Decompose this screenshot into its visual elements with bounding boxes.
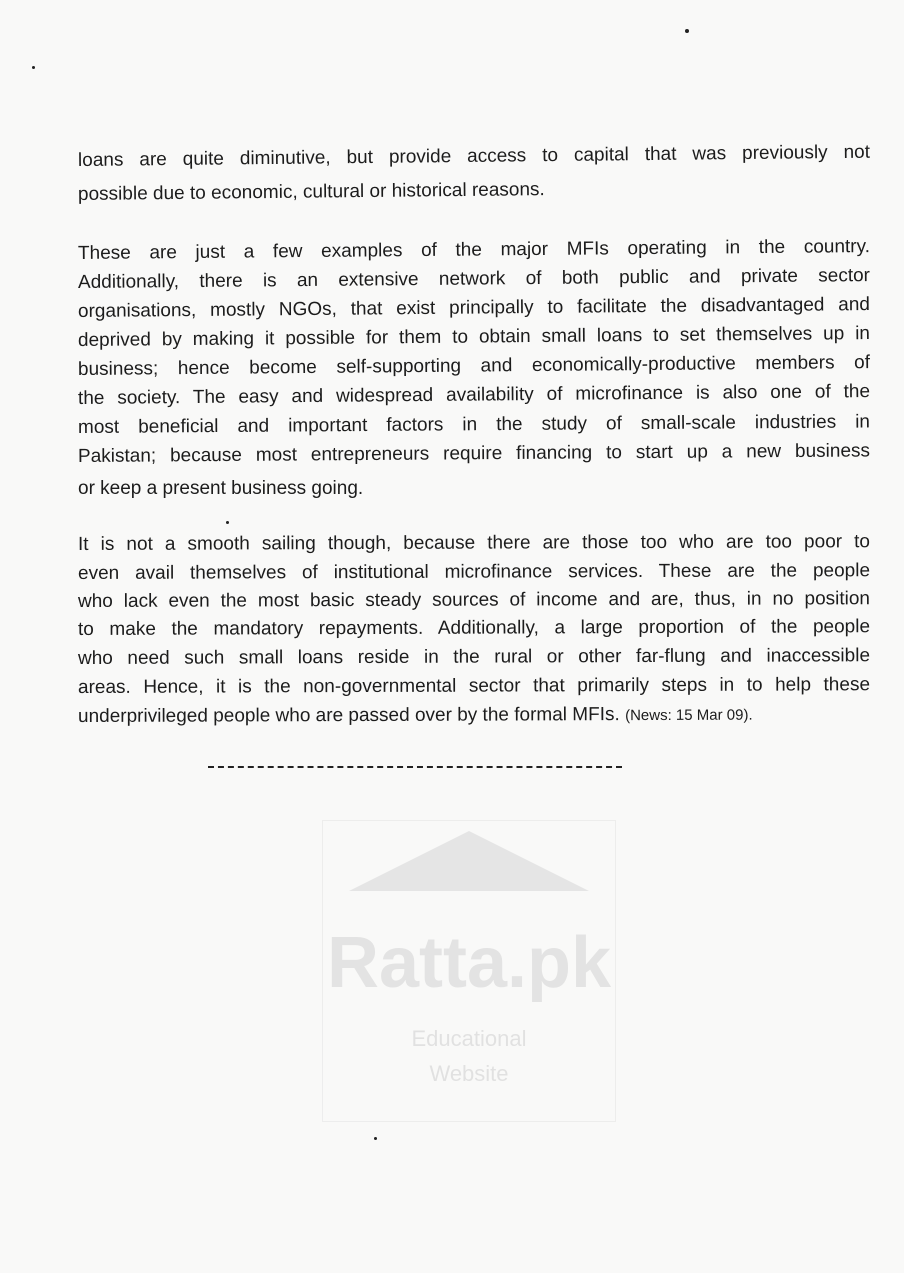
paragraph-2-line: These are just a few examples of the major MFIs operating in the country.	[77, 236, 871, 264]
paragraph-3-last-line	[78, 703, 870, 729]
paragraph-3-line: to make the mandatory repayments. Additionally, a large proportion of the people	[77, 616, 871, 640]
watermark	[322, 820, 616, 1122]
paragraph-1-line: loans are quite diminutive, but provide access to capital that was previously not	[77, 141, 871, 171]
dashed-divider	[208, 766, 622, 768]
paragraph-2-line: organisations, mostly NGOs, that exist principally to facilitate the disadvantaged and	[77, 294, 871, 322]
paragraph-2-line: business; hence become self-supporting and economically-productive members of	[77, 352, 871, 380]
paragraph-2-line: Additionally, there is an extensive network of both public and private sector	[77, 265, 871, 293]
paragraph-3-line: who need such small loans reside in the rural or other far-flung and inaccessible	[77, 645, 871, 669]
scan-speck	[374, 1137, 377, 1140]
paragraph-3-line: even avail themselves of institutional microfinance services. These are the people	[77, 560, 871, 584]
watermark-logo: Ratta.pk	[326, 923, 612, 1003]
paragraph-2-line: deprived by making it possible for them to obtain small loans to set themselves up in	[77, 323, 871, 351]
watermark-line1: Educational	[411, 1026, 527, 1051]
paragraph-2-line: or keep a present business going.	[78, 478, 364, 499]
paragraph-3-line: It is not a smooth sailing though, because there are those too who are too poor to	[77, 531, 871, 555]
paragraph-3-line: areas. Hence, it is the non-governmental sector that primarily steps in to help these	[77, 674, 871, 698]
paragraph-2-line: the society. The easy and widespread availability of microfinance is also one of the	[77, 381, 871, 409]
scan-speck	[226, 521, 229, 524]
paragraph-3-line: who lack even the most basic steady sources of income and are, thus, in no position	[77, 588, 871, 612]
scan-speck	[685, 29, 689, 33]
graduation-cap-icon	[349, 831, 589, 891]
source-citation: (News: 15 Mar 09).	[625, 706, 753, 725]
paragraph-1-line: possible due to economic, cultural or historical reasons.	[77, 179, 545, 205]
watermark-line2: Website	[429, 1061, 509, 1086]
scan-speck	[32, 66, 35, 69]
paragraph-2-line: most beneficial and important factors in the study of small-scale industries in	[77, 411, 871, 438]
paragraph-2-line: Pakistan; because most entrepreneurs require financing to start up a new business	[77, 440, 871, 467]
paragraph-3-line: underprivileged people who are passed over by the formal MFIs.	[77, 704, 620, 727]
